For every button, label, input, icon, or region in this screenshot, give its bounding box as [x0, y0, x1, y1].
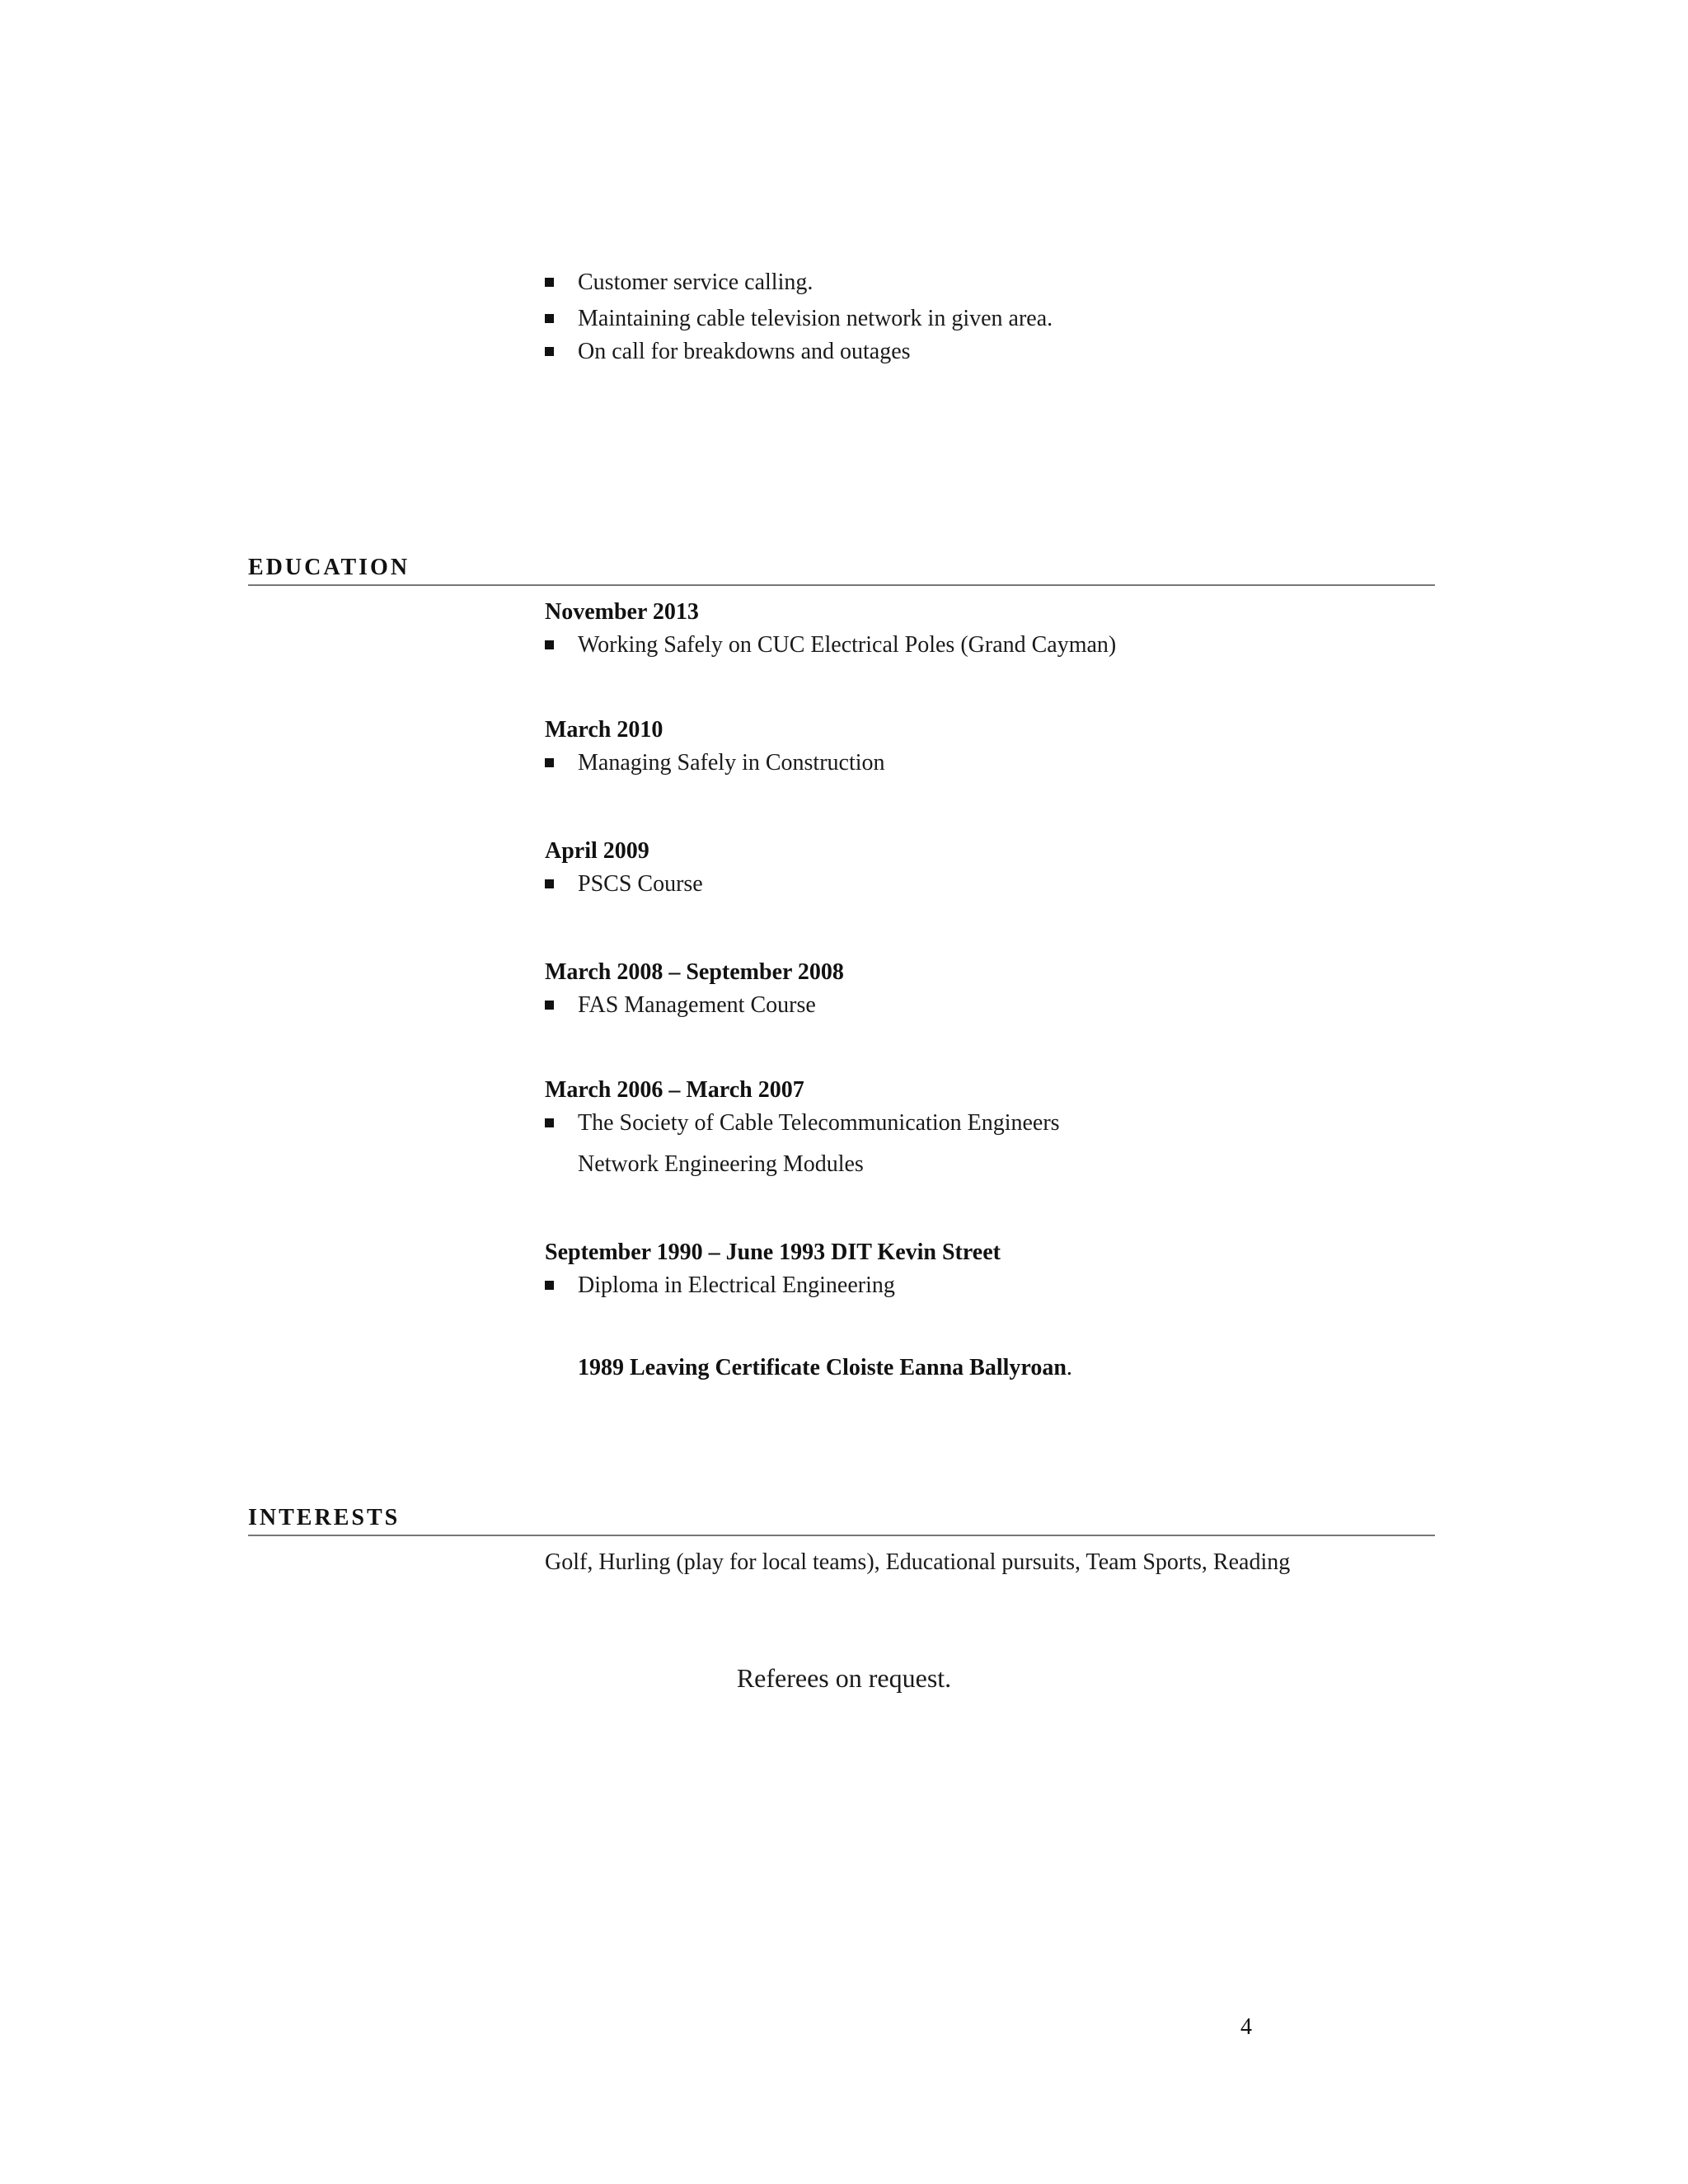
education-course: Managing Safely in Construction	[578, 750, 885, 776]
education-date: November 2013	[545, 599, 699, 625]
leaving-certificate-text: 1989 Leaving Certificate Cloiste Eanna Ballyroan	[578, 1355, 1067, 1380]
education-course: FAS Management Course	[578, 992, 816, 1018]
page-number: 4	[1240, 2014, 1252, 2040]
education-course-detail: Network Engineering Modules	[578, 1151, 864, 1177]
education-course: PSCS Course	[578, 871, 703, 897]
education-date: March 2008 – September 2008	[545, 959, 844, 985]
section-divider	[248, 1535, 1435, 1536]
bullet-square-icon	[545, 758, 554, 767]
bullet-square-icon	[545, 1281, 554, 1290]
education-date: September 1990 – June 1993 DIT Kevin Street	[545, 1240, 1001, 1265]
education-course: Working Safely on CUC Electrical Poles (Grand Cayman)	[578, 632, 1117, 658]
leaving-certificate-period: .	[1066, 1355, 1072, 1380]
section-heading-education: EDUCATION	[248, 555, 410, 580]
section-heading-interests: INTERESTS	[248, 1505, 401, 1530]
section-divider	[248, 584, 1435, 586]
education-date: March 2006 – March 2007	[545, 1077, 804, 1103]
bullet-square-icon	[545, 879, 554, 888]
bullet-square-icon	[545, 640, 554, 649]
education-course: The Society of Cable Telecommunication Engineers	[578, 1110, 1060, 1136]
interests-text: Golf, Hurling (play for local teams), Educational pursuits, Team Sports, Reading	[545, 1549, 1291, 1575]
list-item-text: Maintaining cable television network in given area.	[578, 306, 1053, 331]
list-item-text: Customer service calling.	[578, 269, 814, 295]
bullet-square-icon	[545, 1118, 554, 1127]
bullet-square-icon	[545, 314, 554, 323]
education-date: March 2010	[545, 717, 663, 743]
education-course: Diploma in Electrical Engineering	[578, 1272, 895, 1298]
leaving-certificate	[578, 1354, 1072, 1382]
list-item-text: On call for breakdowns and outages	[578, 339, 911, 364]
referees-note: Referees on request.	[736, 1663, 952, 1693]
bullet-square-icon	[545, 278, 554, 287]
bullet-square-icon	[545, 1001, 554, 1010]
bullet-square-icon	[545, 347, 554, 356]
education-date: April 2009	[545, 838, 649, 864]
